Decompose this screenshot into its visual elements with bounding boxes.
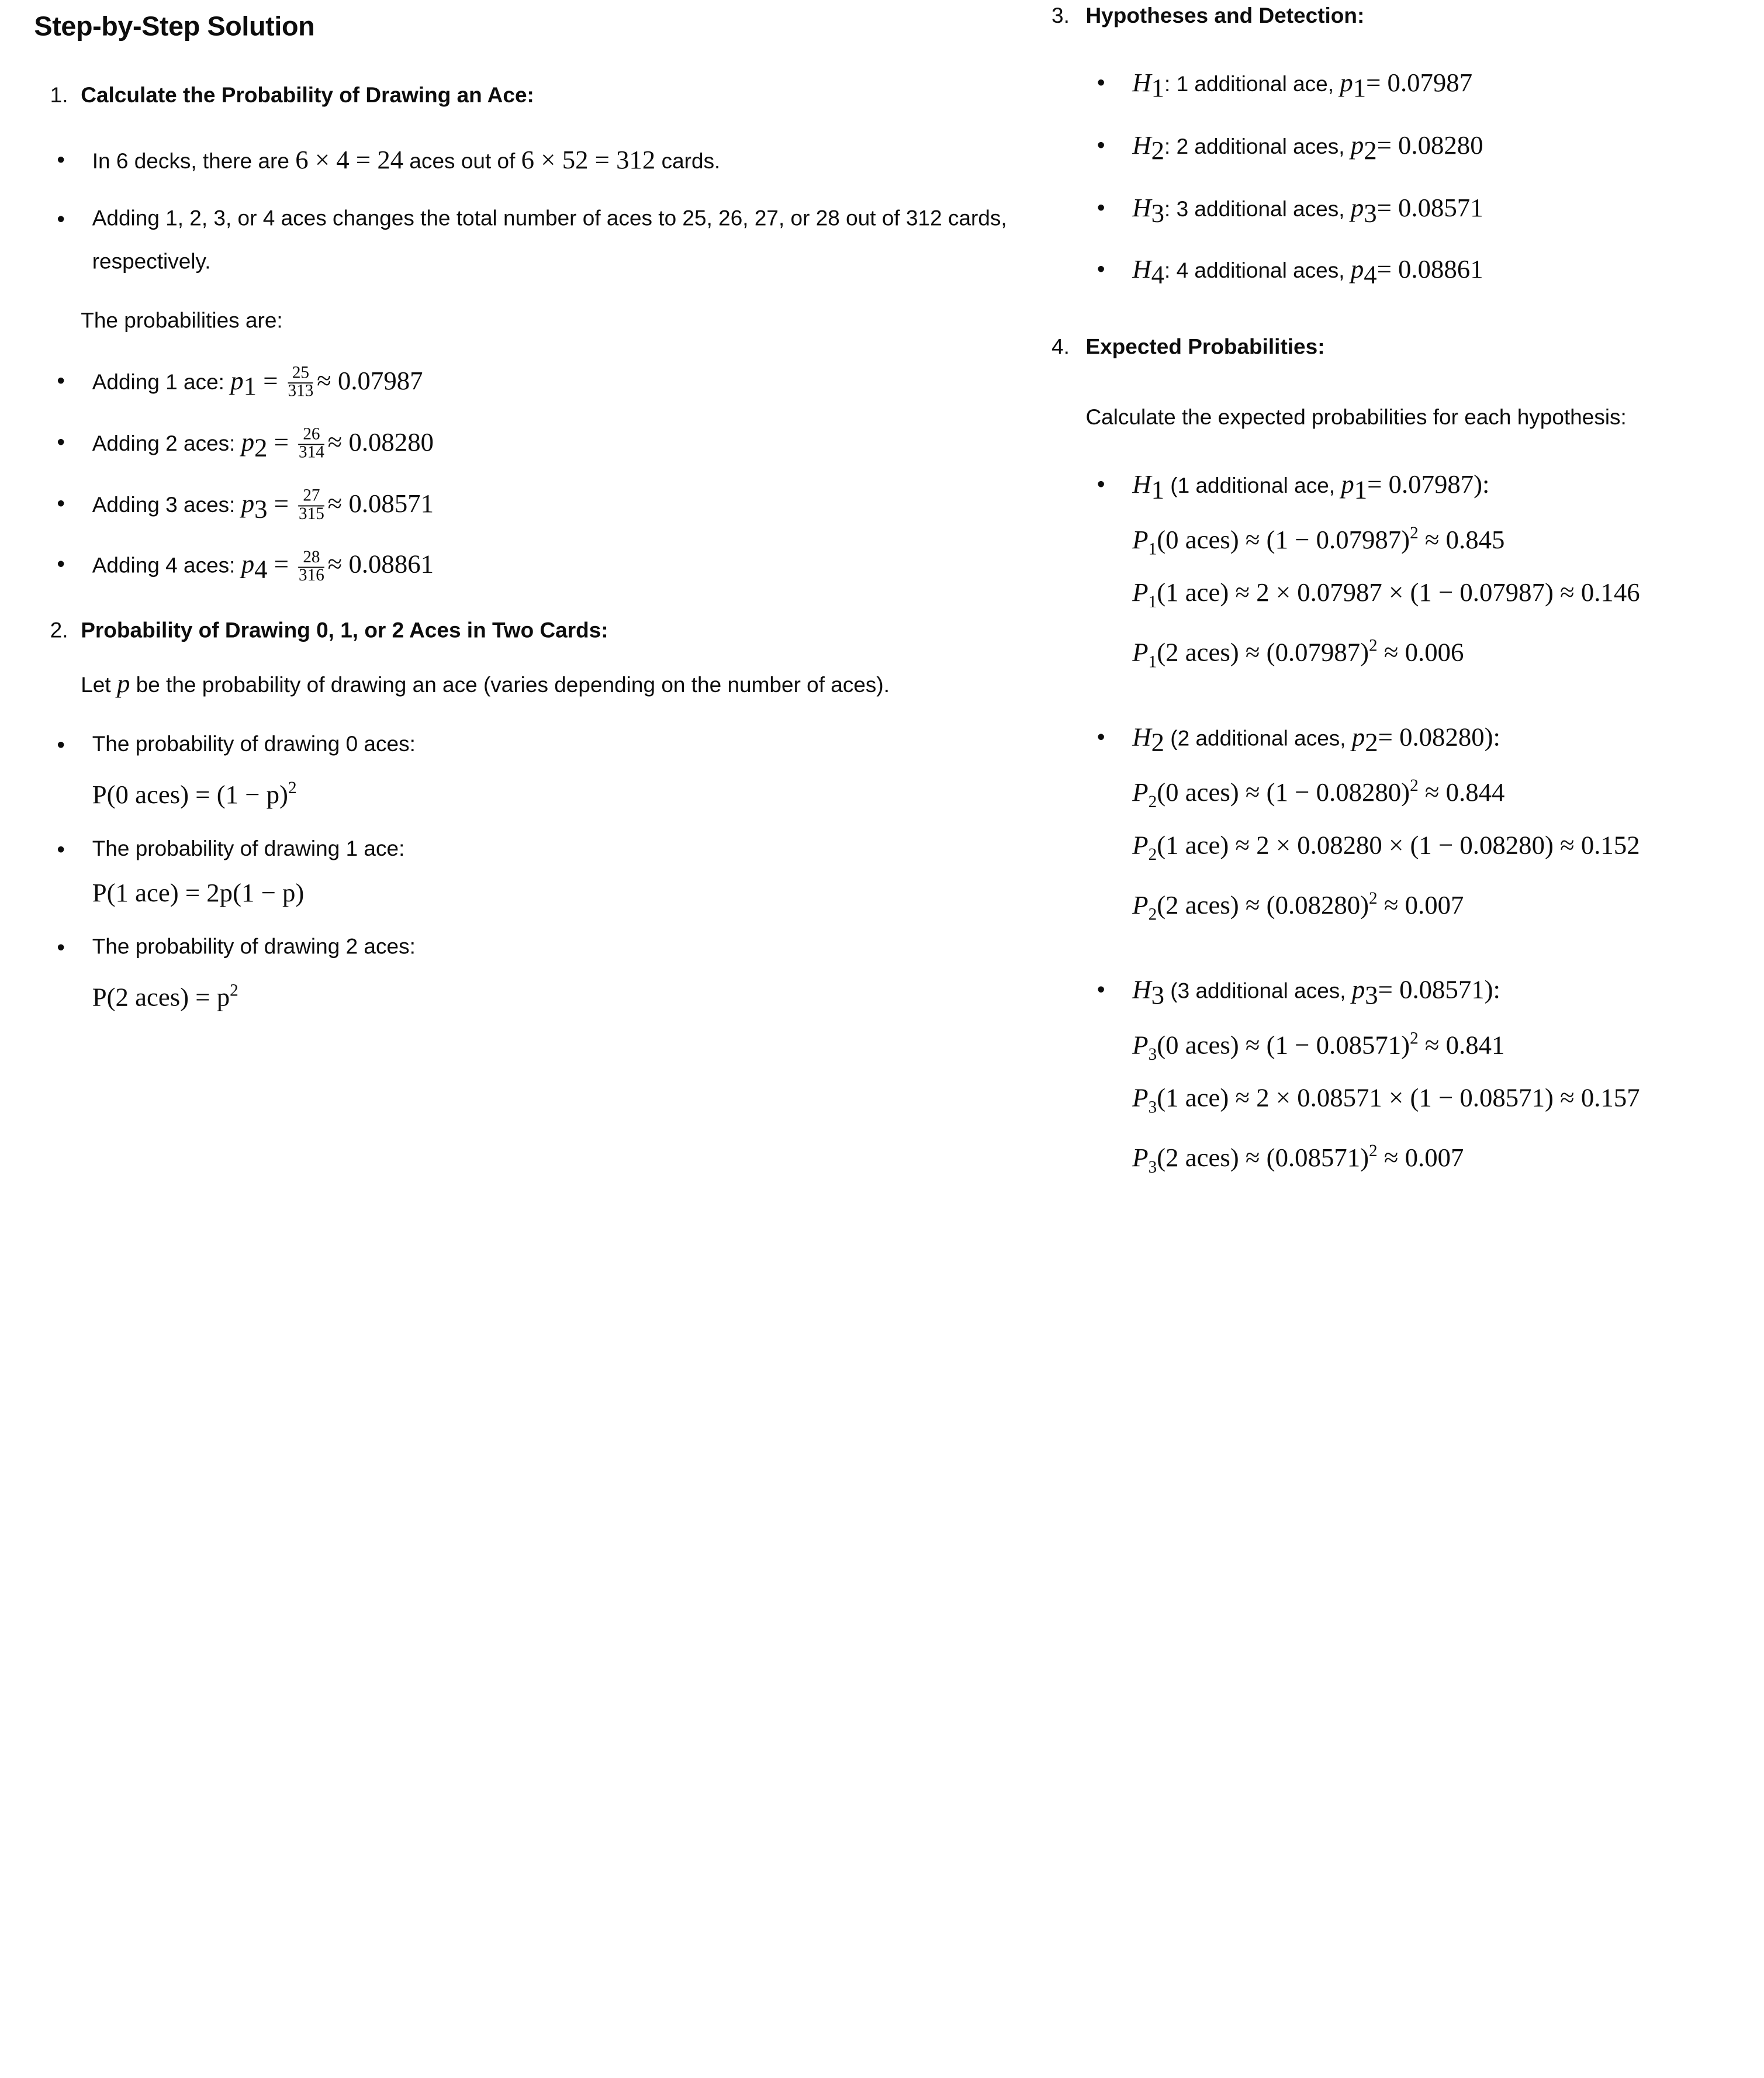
section-4: [1052, 336, 1757, 1190]
section-number: 4.: [1052, 336, 1070, 360]
paragraph: The probabilities are:: [81, 309, 283, 334]
fraction: $\frac{25}{313}$: [288, 364, 314, 402]
formula: $P_2(0$ aces) ≈ $(1 - 0.08280)^2 \approx 0.844$: [1132, 777, 1505, 812]
expected-item: • $H_3$ (3 additional aces, $p_3= 0.08571$): $P_3(0$ aces) ≈ $(1 - 0.08571)^2 \approx 0.841$ $P_3(1$ ace) ≈ 2 × 0.08571 × (1 − 0.08571) ≈ 0.157 $P_3(2$ aces) ≈ $(0.08571)^2 \approx 0.007$: [1085, 969, 1757, 1190]
paragraph: Calculate the expected probabilities for each hypothesis:: [1085, 406, 1627, 431]
section-1: [34, 84, 1035, 592]
hypothesis-item: • $H_1$: 1 additional ace, $p_1= 0.07987$: [1085, 61, 1757, 110]
section-title: Hypotheses and Detection:: [1085, 4, 1365, 29]
formula: P(0 aces) = $(1 - p)^2$: [92, 780, 297, 810]
fraction: $\frac{27}{315}$: [299, 487, 324, 524]
formula: $P_2(1$ ace) ≈ 2 × 0.08280 × (1 − 0.08280) ≈ 0.152: [1132, 831, 1640, 865]
paragraph: Let p be the probability of drawing an ace (varies depending on the number of aces).: [81, 669, 890, 698]
bullet-list: [81, 139, 1036, 285]
formula-item: • The probability of drawing 0 aces: P(0 aces) = $(1 - p)^2$: [46, 724, 1036, 817]
section-number: 3.: [1052, 4, 1070, 29]
fraction: $\frac{26}{314}$: [299, 426, 324, 463]
list-item: • Adding 1, 2, 3, or 4 aces changes the total number of aces to 25, 26, 27, or 28 out of 312 cards, respectively.: [46, 198, 1036, 285]
probability-item: • Adding 4 aces: $p_4$ = $\frac{28}{316}$ ≈ 0.08861: [46, 543, 1036, 592]
section-title: Probability of Drawing 0, 1, or 2 Aces in Two Cards:: [81, 619, 608, 644]
section-3: [1052, 5, 1757, 298]
hypothesis-item: • $H_2$: 2 additional aces, $p_2= 0.08280$: [1085, 124, 1757, 172]
hypothesis-list: [1085, 61, 1757, 297]
fraction: $\frac{28}{316}$: [299, 548, 324, 585]
expected-item: • $H_2$ (2 additional aces, $p_2= 0.08280$): $P_2(0$ aces) ≈ $(1 - 0.08280)^2 \approx 0.844$ $P_2(1$ ace) ≈ 2 × 0.08280 × (1 − 0.08280) ≈ 0.152 $P_2(2$ aces) ≈ $(0.08280)^2 \approx 0.007$: [1085, 716, 1757, 937]
section-title: Expected Probabilities:: [1085, 336, 1325, 360]
hypothesis-item: • $H_3$: 3 additional aces, $p_3= 0.08571$: [1085, 186, 1757, 235]
hypothesis-item: • $H_4$: 4 additional aces, $p_4= 0.08861$: [1085, 248, 1757, 297]
formula: P(2 aces) = $p^2$: [92, 981, 238, 1011]
page-title: Step-by-Step Solution: [34, 11, 315, 43]
section-number: 1.: [50, 84, 68, 108]
expected-list: [1085, 464, 1757, 1190]
formula: P(1 ace) = 2p(1 − p): [92, 878, 305, 907]
section-title: Calculate the Probability of Drawing an Ace:: [81, 84, 534, 108]
formula: $P_1(2$ aces) ≈ $(0.07987)^2 \approx 0.006$: [1132, 637, 1464, 672]
formula: $P_2(2$ aces) ≈ $(0.08280)^2 \approx 0.007$: [1132, 890, 1464, 924]
left-column: [34, 11, 1035, 1051]
formula: $P_1(1$ ace) ≈ 2 × 0.07987 × (1 − 0.07987) ≈ 0.146: [1132, 578, 1640, 613]
probability-item: • Adding 2 aces: $p_2$ = $\frac{26}{314}$ ≈ 0.08280: [46, 421, 1036, 469]
section-2: [34, 620, 1035, 1019]
probability-list: [81, 359, 1036, 592]
formula: $P_3(1$ ace) ≈ 2 × 0.08571 × (1 − 0.08571) ≈ 0.157: [1132, 1083, 1640, 1118]
formula: $P_3(0$ aces) ≈ $(1 - 0.08571)^2 \approx 0.841$: [1132, 1029, 1505, 1064]
expected-item: • $H_1$ (1 additional ace, $p_1= 0.07987$): $P_1(0$ aces) ≈ $(1 - 0.07987)^2 \approx 0.845$ $P_1(1$ ace) ≈ 2 × 0.07987 × (1 − 0.07987) ≈ 0.146 $P_1(2$ aces) ≈ $(0.07987)^2 \approx 0.006$: [1085, 464, 1757, 684]
formula-item: • The probability of drawing 1 ace: P(1 ace) = 2p(1 − p): [46, 828, 1036, 915]
section-number: 2.: [50, 619, 68, 644]
right-column: [1052, 5, 1757, 1221]
formula-list: [81, 724, 1036, 1019]
formula-item: • The probability of drawing 2 aces: P(2 aces) = $p^2$: [46, 926, 1036, 1019]
probability-item: • Adding 3 aces: $p_3$ = $\frac{27}{315}$ ≈ 0.08571: [46, 482, 1036, 531]
formula: $P_3(2$ aces) ≈ $(0.08571)^2 \approx 0.007$: [1132, 1142, 1464, 1177]
probability-item: • Adding 1 ace: $p_1$ = $\frac{25}{313}$ ≈ 0.07987: [46, 359, 1036, 408]
formula: $P_1(0$ aces) ≈ $(1 - 0.07987)^2 \approx 0.845$: [1132, 524, 1505, 559]
list-item: • In 6 decks, there are 6 × 4 = 24 aces out of 6 × 52 = 312 cards.: [46, 139, 1036, 185]
